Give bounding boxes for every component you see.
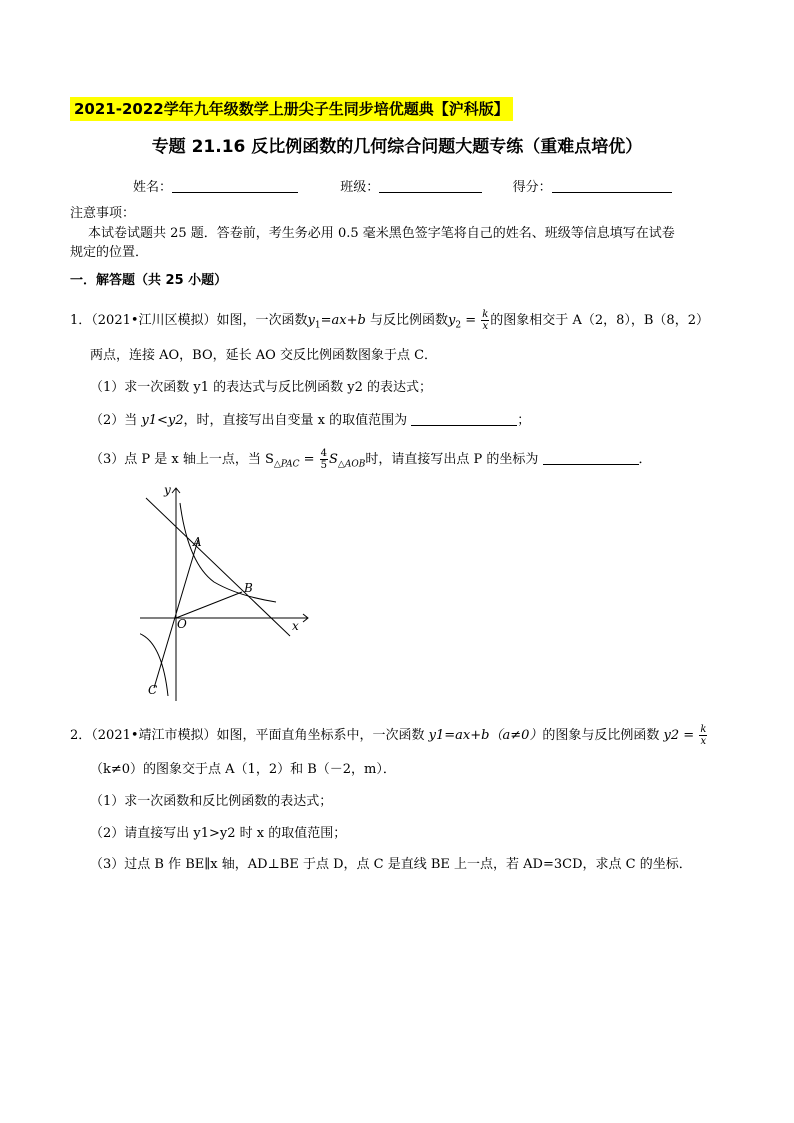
page-title: 专题 21.16 反比例函数的几何综合问题大题专练（重难点培优） — [151, 137, 643, 157]
q2-part-2: （2）请直接写出 y1>y2 时 x 的取值范围； — [90, 826, 347, 841]
q2-stem — [70, 724, 708, 747]
q1-p3-sub2: △AOB — [337, 459, 366, 470]
notice-line-1: 本试卷试题共 25 题．答卷前，考生务必用 0.5 毫米黑色签字笔将自己的姓名、班级等信息填写在试卷 — [88, 226, 675, 241]
q1-p3-fraction — [320, 448, 328, 471]
class-field[interactable] — [379, 178, 482, 193]
q2-part-3: （3）过点 B 作 BE∥x 轴，AD⊥BE 于点 D，点 C 是直线 BE 上一点，若 AD=3CD，求点 C 的坐标． — [90, 857, 692, 872]
q1-part-1: （1）求一次函数 y1 的表达式与反比例函数 y2 的表达式； — [90, 380, 433, 395]
q1-frac-num: k — [482, 309, 489, 320]
segment-ob — [176, 592, 242, 618]
q1-p3-a: （3）点 P 是 x 轴上一点，当 S — [90, 452, 274, 467]
score-field[interactable] — [552, 178, 672, 193]
point-a-label: A — [193, 535, 202, 549]
q1-p3-b: 时，请直接写出点 P 的坐标为 — [365, 452, 539, 467]
q1-p3-den: 5 — [320, 460, 328, 471]
q1-answer-blank-3[interactable] — [543, 450, 639, 465]
q1-part-2 — [90, 411, 530, 431]
point-c-label: C — [148, 683, 158, 697]
q1-p3-sub1: △PAC — [273, 459, 300, 470]
score-label: 得分： — [512, 180, 552, 195]
name-label: 姓名： — [133, 180, 173, 195]
q2-line-2: （k≠0）的图象交于点 A（1，2）和 B（－2，m）． — [90, 762, 396, 777]
student-info-fields — [133, 176, 672, 195]
q1-part-3 — [90, 448, 652, 475]
x-axis-label: x — [292, 619, 299, 633]
q1-p3-num: 4 — [320, 448, 328, 459]
q1-p2-b: ，时，直接写出自变量 x 的取值范围为 — [183, 413, 408, 428]
q2-part-1: （1）求一次函数和反比例函数的表达式； — [90, 794, 333, 809]
q2-intro: 2．（2021•靖江市模拟）如图，平面直角坐标系中，一次函数 — [70, 728, 429, 743]
q1-p3-end: ． — [638, 452, 652, 467]
point-b-label: B — [244, 581, 253, 595]
q2-linear-eq: y1=ax+b（a≠0） — [428, 728, 543, 743]
q2-frac-den: x — [700, 736, 707, 747]
q1-answer-blank-2[interactable] — [411, 411, 517, 426]
q1-figure — [140, 478, 320, 703]
class-label: 班级： — [340, 180, 380, 195]
q2-intro-b: 的图象与反比例函数 — [542, 728, 664, 743]
q1-intro-b: 与反比例函数 — [365, 313, 448, 328]
q2-frac-num: k — [700, 724, 707, 735]
q1-p3-eq: = — [299, 452, 319, 467]
notice-line-2: 规定的位置． — [70, 245, 149, 260]
q1-stem: 1．（2021•江川区模拟）如图，一次函数$y_1=ax+b$ 与反比例函数$y_2$ = $\frac{k}{x}$ 的图象相交于 A（2，8），B（8，2） — [70, 309, 709, 332]
notice-heading: 注意事项： — [70, 206, 136, 221]
q1-intro-c: 的图象相交于 — [490, 313, 573, 328]
q2-eq: = — [679, 728, 699, 743]
q1-eq: = — [461, 313, 481, 328]
section-title: 一．解答题（共 25 小题） — [70, 273, 228, 288]
line-ab — [146, 498, 290, 636]
series-banner: 2021-2022学年九年级数学上册尖子生同步培优题典【沪科版】 — [70, 97, 513, 121]
q1-fraction — [481, 309, 489, 332]
q2-fraction — [699, 724, 707, 747]
q1-p2-end: ； — [517, 413, 531, 428]
q1-linear-eq: =ax+b — [320, 313, 366, 328]
q2-y2: y2 — [663, 728, 680, 743]
q1-p3-s2: S — [329, 452, 338, 467]
origin-label: O — [177, 617, 187, 631]
q1-intro: 1．（2021•江川区模拟）如图，一次函数 — [70, 313, 308, 328]
q1-frac-den: x — [482, 321, 489, 332]
q1-p2-cond: y1<y2 — [141, 413, 184, 428]
q1-p2-a: （2）当 — [90, 413, 142, 428]
y-axis-label: y — [164, 483, 171, 497]
name-field[interactable] — [172, 178, 298, 193]
q1-points: A（2，8），B（8，2） — [572, 313, 709, 328]
q1-line-2: 两点，连接 AO，BO，延长 AO 交反比例函数图象于点 C． — [90, 348, 438, 363]
